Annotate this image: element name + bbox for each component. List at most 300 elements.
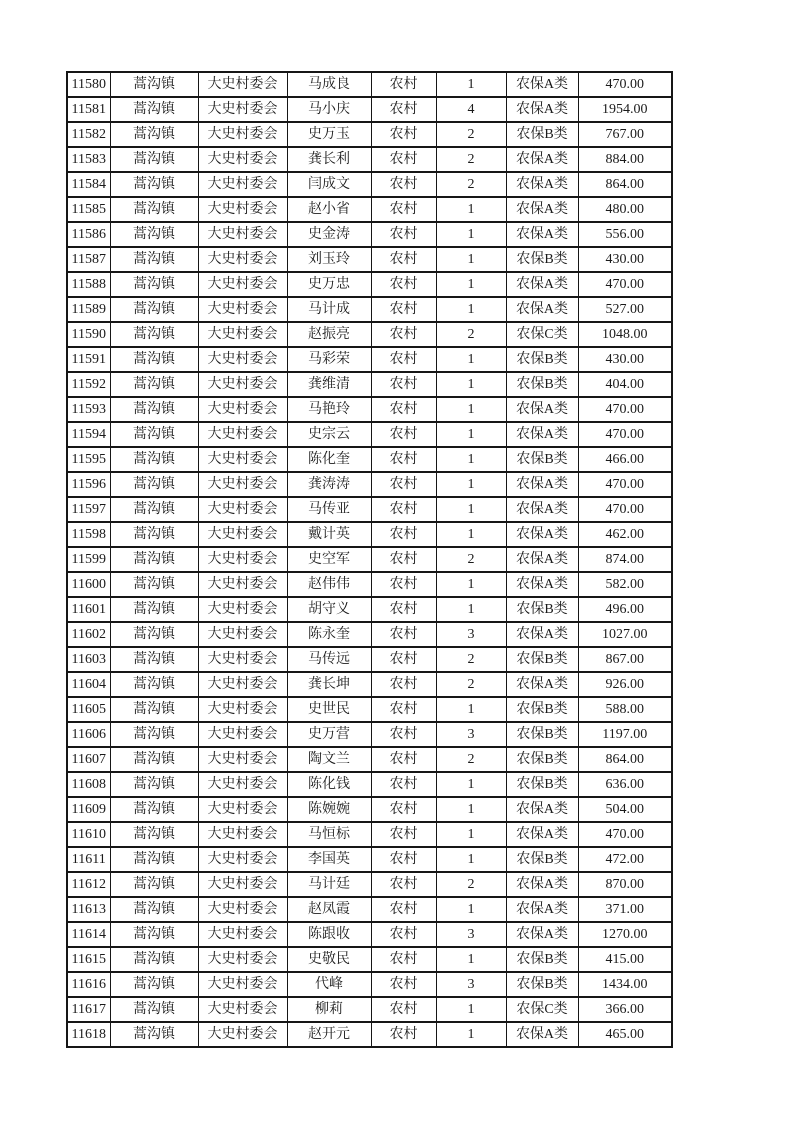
table-row [67,347,672,372]
cell-person-name: 胡守义 [287,597,371,622]
cell-insurance-category: 农保A类 [506,622,578,647]
table-row [67,72,672,97]
cell-row-id: 11598 [67,522,110,547]
table-row [67,872,672,897]
cell-residence-type: 农村 [371,947,436,972]
cell-village: 大史村委会 [198,322,287,347]
records-table [66,71,673,1048]
cell-amount: 870.00 [578,872,672,897]
table-row [67,897,672,922]
cell-row-id: 11604 [67,672,110,697]
cell-village: 大史村委会 [198,897,287,922]
cell-person-name: 马艳玲 [287,397,371,422]
cell-row-id: 11596 [67,472,110,497]
cell-town: 蒿沟镇 [110,672,198,697]
cell-residence-type: 农村 [371,972,436,997]
cell-insurance-category: 农保B类 [506,372,578,397]
cell-residence-type: 农村 [371,197,436,222]
table-row [67,322,672,347]
cell-residence-type: 农村 [371,147,436,172]
cell-amount: 470.00 [578,397,672,422]
cell-insurance-category: 农保A类 [506,497,578,522]
cell-amount: 465.00 [578,1022,672,1047]
cell-row-id: 11609 [67,797,110,822]
cell-row-id: 11601 [67,597,110,622]
cell-insurance-category: 农保A类 [506,397,578,422]
cell-amount: 926.00 [578,672,672,697]
cell-village: 大史村委会 [198,97,287,122]
cell-village: 大史村委会 [198,497,287,522]
cell-insurance-category: 农保B类 [506,697,578,722]
cell-person-name: 马恒标 [287,822,371,847]
cell-town: 蒿沟镇 [110,697,198,722]
cell-row-id: 11585 [67,197,110,222]
cell-row-id: 11593 [67,397,110,422]
cell-amount: 1027.00 [578,622,672,647]
cell-village: 大史村委会 [198,147,287,172]
cell-person-count: 1 [436,347,506,372]
cell-town: 蒿沟镇 [110,922,198,947]
cell-person-count: 2 [436,322,506,347]
cell-insurance-category: 农保B类 [506,972,578,997]
cell-person-count: 3 [436,922,506,947]
cell-village: 大史村委会 [198,797,287,822]
cell-town: 蒿沟镇 [110,272,198,297]
cell-insurance-category: 农保A类 [506,922,578,947]
cell-amount: 470.00 [578,72,672,97]
cell-town: 蒿沟镇 [110,447,198,472]
cell-amount: 470.00 [578,822,672,847]
cell-person-name: 戴计英 [287,522,371,547]
cell-amount: 867.00 [578,647,672,672]
cell-residence-type: 农村 [371,172,436,197]
cell-row-id: 11595 [67,447,110,472]
table-row [67,197,672,222]
cell-person-name: 马计成 [287,297,371,322]
cell-person-name: 史万营 [287,722,371,747]
cell-row-id: 11613 [67,897,110,922]
cell-village: 大史村委会 [198,822,287,847]
cell-residence-type: 农村 [371,397,436,422]
table-row [67,272,672,297]
cell-town: 蒿沟镇 [110,147,198,172]
cell-amount: 470.00 [578,497,672,522]
cell-insurance-category: 农保A类 [506,1022,578,1047]
cell-person-count: 1 [436,472,506,497]
cell-amount: 470.00 [578,472,672,497]
cell-village: 大史村委会 [198,122,287,147]
cell-insurance-category: 农保A类 [506,422,578,447]
cell-residence-type: 农村 [371,922,436,947]
cell-village: 大史村委会 [198,72,287,97]
cell-residence-type: 农村 [371,672,436,697]
cell-residence-type: 农村 [371,247,436,272]
cell-amount: 874.00 [578,547,672,572]
cell-village: 大史村委会 [198,847,287,872]
cell-residence-type: 农村 [371,222,436,247]
cell-amount: 556.00 [578,222,672,247]
cell-residence-type: 农村 [371,772,436,797]
cell-insurance-category: 农保A类 [506,897,578,922]
cell-person-name: 马传远 [287,647,371,672]
cell-insurance-category: 农保A类 [506,272,578,297]
cell-village: 大史村委会 [198,522,287,547]
table-row [67,247,672,272]
cell-amount: 466.00 [578,447,672,472]
cell-amount: 366.00 [578,997,672,1022]
cell-person-name: 马彩荣 [287,347,371,372]
cell-row-id: 11588 [67,272,110,297]
cell-person-name: 赵伟伟 [287,572,371,597]
cell-village: 大史村委会 [198,197,287,222]
cell-person-count: 2 [436,147,506,172]
table-row [67,372,672,397]
cell-person-count: 1 [436,72,506,97]
cell-person-name: 陶文兰 [287,747,371,772]
cell-town: 蒿沟镇 [110,947,198,972]
cell-insurance-category: 农保A类 [506,297,578,322]
cell-row-id: 11599 [67,547,110,572]
cell-town: 蒿沟镇 [110,547,198,572]
table-row [67,447,672,472]
table-row [67,647,672,672]
cell-town: 蒿沟镇 [110,972,198,997]
cell-town: 蒿沟镇 [110,747,198,772]
table-row [67,672,672,697]
table-row [67,697,672,722]
cell-row-id: 11615 [67,947,110,972]
cell-row-id: 11583 [67,147,110,172]
cell-person-count: 2 [436,547,506,572]
cell-residence-type: 农村 [371,422,436,447]
cell-person-count: 1 [436,697,506,722]
cell-insurance-category: 农保B类 [506,447,578,472]
cell-row-id: 11594 [67,422,110,447]
table-row [67,597,672,622]
cell-row-id: 11608 [67,772,110,797]
cell-residence-type: 农村 [371,897,436,922]
cell-residence-type: 农村 [371,547,436,572]
cell-row-id: 11617 [67,997,110,1022]
cell-row-id: 11586 [67,222,110,247]
table-row [67,422,672,447]
cell-insurance-category: 农保A类 [506,172,578,197]
cell-village: 大史村委会 [198,572,287,597]
cell-residence-type: 农村 [371,272,436,297]
cell-row-id: 11590 [67,322,110,347]
cell-village: 大史村委会 [198,922,287,947]
cell-person-count: 1 [436,847,506,872]
cell-person-count: 1 [436,1022,506,1047]
cell-insurance-category: 农保B类 [506,772,578,797]
table-row [67,147,672,172]
cell-residence-type: 农村 [371,822,436,847]
cell-insurance-category: 农保A类 [506,147,578,172]
cell-insurance-category: 农保C类 [506,322,578,347]
cell-town: 蒿沟镇 [110,322,198,347]
table-row [67,172,672,197]
cell-town: 蒿沟镇 [110,572,198,597]
cell-person-count: 1 [436,797,506,822]
table-row [67,772,672,797]
cell-row-id: 11603 [67,647,110,672]
cell-person-name: 陈婉婉 [287,797,371,822]
table-row [67,972,672,997]
table-row [67,547,672,572]
cell-town: 蒿沟镇 [110,72,198,97]
cell-row-id: 11592 [67,372,110,397]
cell-person-name: 马传亚 [287,497,371,522]
cell-person-name: 龚长利 [287,147,371,172]
cell-residence-type: 农村 [371,297,436,322]
cell-person-name: 赵小省 [287,197,371,222]
cell-town: 蒿沟镇 [110,472,198,497]
table-row [67,797,672,822]
cell-residence-type: 农村 [371,647,436,672]
cell-residence-type: 农村 [371,447,436,472]
cell-insurance-category: 农保A类 [506,97,578,122]
cell-village: 大史村委会 [198,297,287,322]
cell-row-id: 11597 [67,497,110,522]
cell-town: 蒿沟镇 [110,97,198,122]
cell-town: 蒿沟镇 [110,522,198,547]
cell-insurance-category: 农保A类 [506,547,578,572]
cell-person-count: 2 [436,672,506,697]
cell-village: 大史村委会 [198,347,287,372]
cell-amount: 371.00 [578,897,672,922]
table-row [67,622,672,647]
cell-person-count: 1 [436,522,506,547]
cell-person-count: 1 [436,572,506,597]
cell-row-id: 11580 [67,72,110,97]
cell-town: 蒿沟镇 [110,122,198,147]
cell-amount: 767.00 [578,122,672,147]
table-row [67,397,672,422]
cell-residence-type: 农村 [371,722,436,747]
table-row [67,497,672,522]
cell-insurance-category: 农保B类 [506,847,578,872]
table-row [67,522,672,547]
cell-row-id: 11611 [67,847,110,872]
cell-row-id: 11614 [67,922,110,947]
cell-residence-type: 农村 [371,372,436,397]
cell-insurance-category: 农保B类 [506,122,578,147]
cell-person-count: 1 [436,272,506,297]
cell-town: 蒿沟镇 [110,397,198,422]
cell-person-name: 龚涛涛 [287,472,371,497]
cell-insurance-category: 农保A类 [506,822,578,847]
cell-residence-type: 农村 [371,122,436,147]
cell-row-id: 11589 [67,297,110,322]
cell-amount: 1048.00 [578,322,672,347]
cell-amount: 864.00 [578,747,672,772]
cell-residence-type: 农村 [371,622,436,647]
cell-amount: 1270.00 [578,922,672,947]
cell-amount: 430.00 [578,347,672,372]
cell-amount: 582.00 [578,572,672,597]
cell-insurance-category: 农保A类 [506,472,578,497]
cell-person-count: 4 [436,97,506,122]
cell-village: 大史村委会 [198,972,287,997]
cell-town: 蒿沟镇 [110,222,198,247]
cell-amount: 1434.00 [578,972,672,997]
cell-amount: 1954.00 [578,97,672,122]
cell-person-name: 陈化钱 [287,772,371,797]
cell-person-count: 2 [436,122,506,147]
cell-town: 蒿沟镇 [110,797,198,822]
cell-village: 大史村委会 [198,172,287,197]
cell-residence-type: 农村 [371,797,436,822]
cell-amount: 1197.00 [578,722,672,747]
cell-person-count: 2 [436,647,506,672]
cell-residence-type: 农村 [371,347,436,372]
cell-person-name: 史敬民 [287,947,371,972]
cell-row-id: 11582 [67,122,110,147]
cell-village: 大史村委会 [198,747,287,772]
table-row [67,747,672,772]
cell-row-id: 11602 [67,622,110,647]
cell-person-count: 3 [436,722,506,747]
cell-residence-type: 农村 [371,1022,436,1047]
cell-town: 蒿沟镇 [110,647,198,672]
cell-town: 蒿沟镇 [110,297,198,322]
cell-person-name: 柳莉 [287,997,371,1022]
cell-residence-type: 农村 [371,472,436,497]
cell-insurance-category: 农保A类 [506,197,578,222]
cell-person-count: 2 [436,172,506,197]
cell-residence-type: 农村 [371,847,436,872]
table-row [67,947,672,972]
cell-row-id: 11591 [67,347,110,372]
cell-insurance-category: 农保A类 [506,572,578,597]
cell-person-name: 史万玉 [287,122,371,147]
cell-person-name: 马小庆 [287,97,371,122]
cell-village: 大史村委会 [198,1022,287,1047]
cell-person-name: 陈化奎 [287,447,371,472]
cell-amount: 462.00 [578,522,672,547]
table-row [67,97,672,122]
cell-person-name: 刘玉玲 [287,247,371,272]
cell-person-count: 1 [436,597,506,622]
cell-amount: 472.00 [578,847,672,872]
cell-village: 大史村委会 [198,397,287,422]
cell-person-name: 史万忠 [287,272,371,297]
cell-person-name: 史世民 [287,697,371,722]
cell-row-id: 11618 [67,1022,110,1047]
cell-insurance-category: 农保A类 [506,72,578,97]
cell-person-count: 1 [436,997,506,1022]
cell-person-name: 陈永奎 [287,622,371,647]
cell-village: 大史村委会 [198,422,287,447]
cell-residence-type: 农村 [371,997,436,1022]
cell-person-name: 赵振亮 [287,322,371,347]
cell-village: 大史村委会 [198,372,287,397]
cell-row-id: 11587 [67,247,110,272]
cell-row-id: 11581 [67,97,110,122]
cell-person-count: 1 [436,497,506,522]
cell-town: 蒿沟镇 [110,597,198,622]
cell-town: 蒿沟镇 [110,172,198,197]
cell-town: 蒿沟镇 [110,497,198,522]
cell-residence-type: 农村 [371,72,436,97]
cell-town: 蒿沟镇 [110,622,198,647]
cell-residence-type: 农村 [371,697,436,722]
cell-person-name: 史空军 [287,547,371,572]
cell-row-id: 11605 [67,697,110,722]
cell-person-name: 史宗云 [287,422,371,447]
cell-village: 大史村委会 [198,447,287,472]
cell-person-count: 1 [436,897,506,922]
cell-insurance-category: 农保B类 [506,597,578,622]
cell-person-count: 1 [436,772,506,797]
cell-person-name: 马成良 [287,72,371,97]
cell-village: 大史村委会 [198,472,287,497]
cell-insurance-category: 农保B类 [506,647,578,672]
cell-village: 大史村委会 [198,997,287,1022]
cell-person-name: 陈跟收 [287,922,371,947]
cell-row-id: 11584 [67,172,110,197]
cell-town: 蒿沟镇 [110,997,198,1022]
cell-insurance-category: 农保B类 [506,347,578,372]
cell-town: 蒿沟镇 [110,1022,198,1047]
cell-row-id: 11606 [67,722,110,747]
cell-insurance-category: 农保B类 [506,747,578,772]
cell-village: 大史村委会 [198,772,287,797]
cell-amount: 415.00 [578,947,672,972]
cell-person-count: 1 [436,197,506,222]
cell-village: 大史村委会 [198,222,287,247]
cell-amount: 527.00 [578,297,672,322]
cell-amount: 430.00 [578,247,672,272]
cell-insurance-category: 农保A类 [506,872,578,897]
cell-town: 蒿沟镇 [110,347,198,372]
cell-village: 大史村委会 [198,947,287,972]
cell-amount: 504.00 [578,797,672,822]
cell-row-id: 11610 [67,822,110,847]
cell-person-count: 1 [436,222,506,247]
cell-insurance-category: 农保A类 [506,222,578,247]
cell-person-count: 1 [436,247,506,272]
cell-person-count: 1 [436,372,506,397]
cell-village: 大史村委会 [198,597,287,622]
cell-amount: 480.00 [578,197,672,222]
table-row [67,572,672,597]
table-row [67,847,672,872]
cell-village: 大史村委会 [198,547,287,572]
cell-person-count: 1 [436,947,506,972]
cell-residence-type: 农村 [371,522,436,547]
cell-amount: 470.00 [578,422,672,447]
cell-residence-type: 农村 [371,97,436,122]
cell-person-count: 1 [436,822,506,847]
cell-village: 大史村委会 [198,247,287,272]
cell-village: 大史村委会 [198,872,287,897]
cell-person-name: 赵开元 [287,1022,371,1047]
cell-residence-type: 农村 [371,497,436,522]
cell-person-count: 1 [436,422,506,447]
cell-row-id: 11600 [67,572,110,597]
cell-insurance-category: 农保A类 [506,672,578,697]
table-row [67,122,672,147]
cell-amount: 864.00 [578,172,672,197]
cell-town: 蒿沟镇 [110,422,198,447]
cell-insurance-category: 农保A类 [506,797,578,822]
cell-town: 蒿沟镇 [110,372,198,397]
cell-town: 蒿沟镇 [110,247,198,272]
cell-amount: 588.00 [578,697,672,722]
table-row [67,722,672,747]
cell-person-name: 龚维清 [287,372,371,397]
